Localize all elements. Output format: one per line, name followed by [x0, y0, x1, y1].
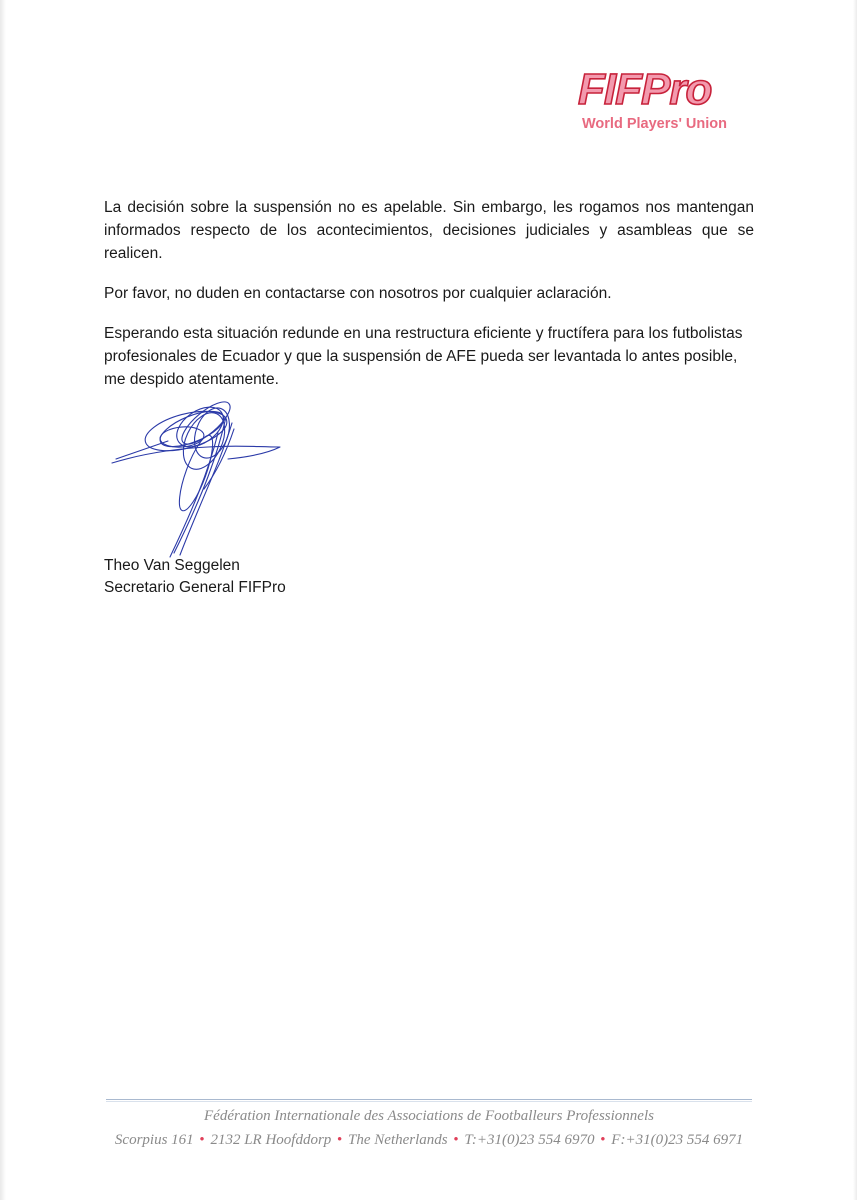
footer-street: Scorpius 161 [114, 1132, 194, 1148]
paragraph-appeal: La decisión sobre la suspensión no es apelable. Sin embargo, les rogamos nos mantengan informados respecto de los acontecimientos, decisiones judiciales y asambleas que se realicen. [104, 199, 754, 262]
logo-tagline: World Players' Union [582, 116, 727, 132]
bullet-separator: • [199, 1132, 205, 1148]
footer-organization: Fédération Internationale des Associations de Footballeurs Professionnels [204, 1108, 654, 1124]
page-edge-shadow-right [853, 0, 857, 1200]
bullet-separator: • [453, 1132, 459, 1148]
paragraph-contact: Por favor, no duden en contactarse con nosotros por cualquier aclaración. [104, 285, 612, 302]
logo-wordmark: FIFPro [578, 65, 712, 114]
bullet-separator: • [337, 1132, 343, 1148]
footer-divider-shadow [106, 1101, 752, 1102]
signatory-name: Theo Van Seggelen [104, 557, 240, 574]
page-edge-shadow [0, 0, 6, 1200]
letter-body [104, 196, 754, 408]
footer-telephone: T:+31(0)23 554 6970 [464, 1132, 595, 1148]
footer-address [106, 1132, 752, 1149]
bullet-separator: • [600, 1132, 606, 1148]
fifpro-logo [578, 66, 753, 136]
footer-fax: F:+31(0)23 554 6971 [611, 1132, 744, 1148]
footer-divider [106, 1099, 752, 1100]
handwritten-signature [108, 393, 298, 558]
signatory-block [104, 555, 286, 599]
paragraph-closing: Esperando esta situación redunde en una restructura eficiente y fructífera para los futbolistas profesionales de Ecuador y que la suspensión de AFE pueda ser levantada lo antes posible, me despido atentamente. [104, 325, 743, 388]
footer-country: The Netherlands [348, 1132, 448, 1148]
signatory-title: Secretario General FIFPro [104, 579, 286, 596]
footer-postal-city: 2132 LR Hoofddorp [210, 1132, 332, 1148]
